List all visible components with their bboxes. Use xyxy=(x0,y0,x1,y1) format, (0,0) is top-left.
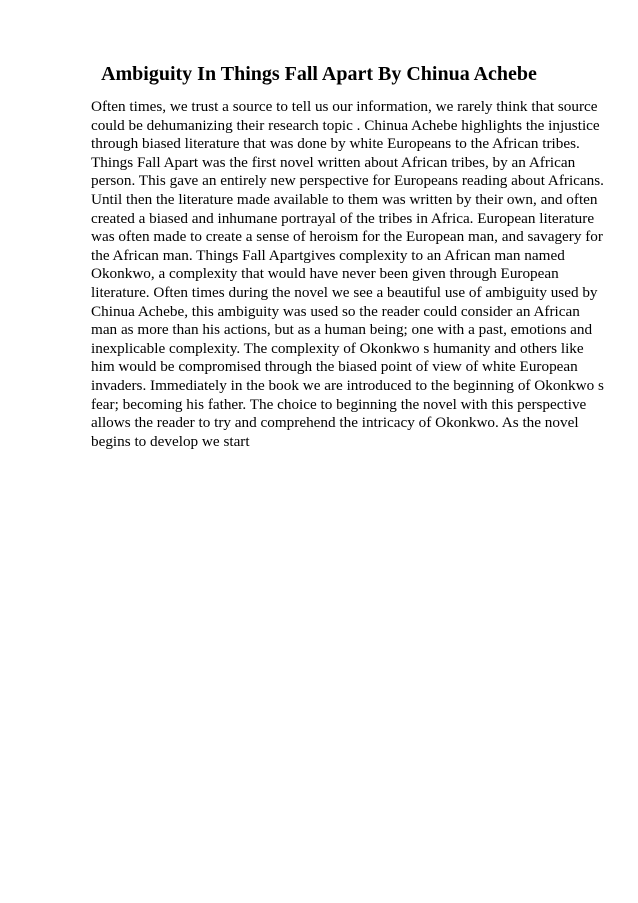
text-line: created a biased and inhumane portrayal of the tribes in Africa. European literature xyxy=(91,209,595,227)
text-line: person. This gave an entirely new perspective for Europeans reading about Africans. xyxy=(91,172,604,190)
text-line: allows the reader to try and comprehend the intricacy of Okonkwo. As the novel xyxy=(91,414,579,432)
text-line: Often times, we trust a source to tell us our information, we rarely think that source xyxy=(91,98,598,115)
text-line: Chinua Achebe, this ambiguity was used so the reader could consider an African xyxy=(91,302,580,320)
text-line: fear; becoming his father. The choice to beginning the novel with this perspective xyxy=(91,395,587,413)
text-line: the African man. Things Fall Apartgives complexity to an African man named xyxy=(91,246,565,264)
text-line: man as more than his actions, but as a human being; one with a past, emotions and xyxy=(91,321,593,339)
text-line: could be dehumanizing their research topic . Chinua Achebe highlights the injustice xyxy=(91,116,600,134)
text-line: him would be compromised through the biased point of view of white European xyxy=(91,358,578,376)
text-line: inexplicable complexity. The complexity of Okonkwo s humanity and others like xyxy=(91,339,584,357)
text-line: Okonkwo, a complexity that would have never been given through European xyxy=(91,265,559,283)
text-line: through biased literature that was done by white Europeans to the African tribes. xyxy=(91,135,580,153)
text-line: begins to develop we start xyxy=(91,432,250,450)
text-line: Until then the literature made available to them was written by their own, and often xyxy=(91,190,598,208)
text-line: Things Fall Apart was the first novel written about African tribes, by an African xyxy=(91,153,576,171)
document-title: Ambiguity In Things Fall Apart By Chinua Achebe xyxy=(101,63,537,85)
text-line: invaders. Immediately in the book we are introduced to the beginning of Okonkwo s xyxy=(91,376,604,394)
body-paragraph xyxy=(91,98,604,451)
text-line: was often made to create a sense of heroism for the European man, and savagery for xyxy=(91,228,603,246)
text-line: literature. Often times during the novel we see a beautiful use of ambiguity used by xyxy=(91,283,598,301)
